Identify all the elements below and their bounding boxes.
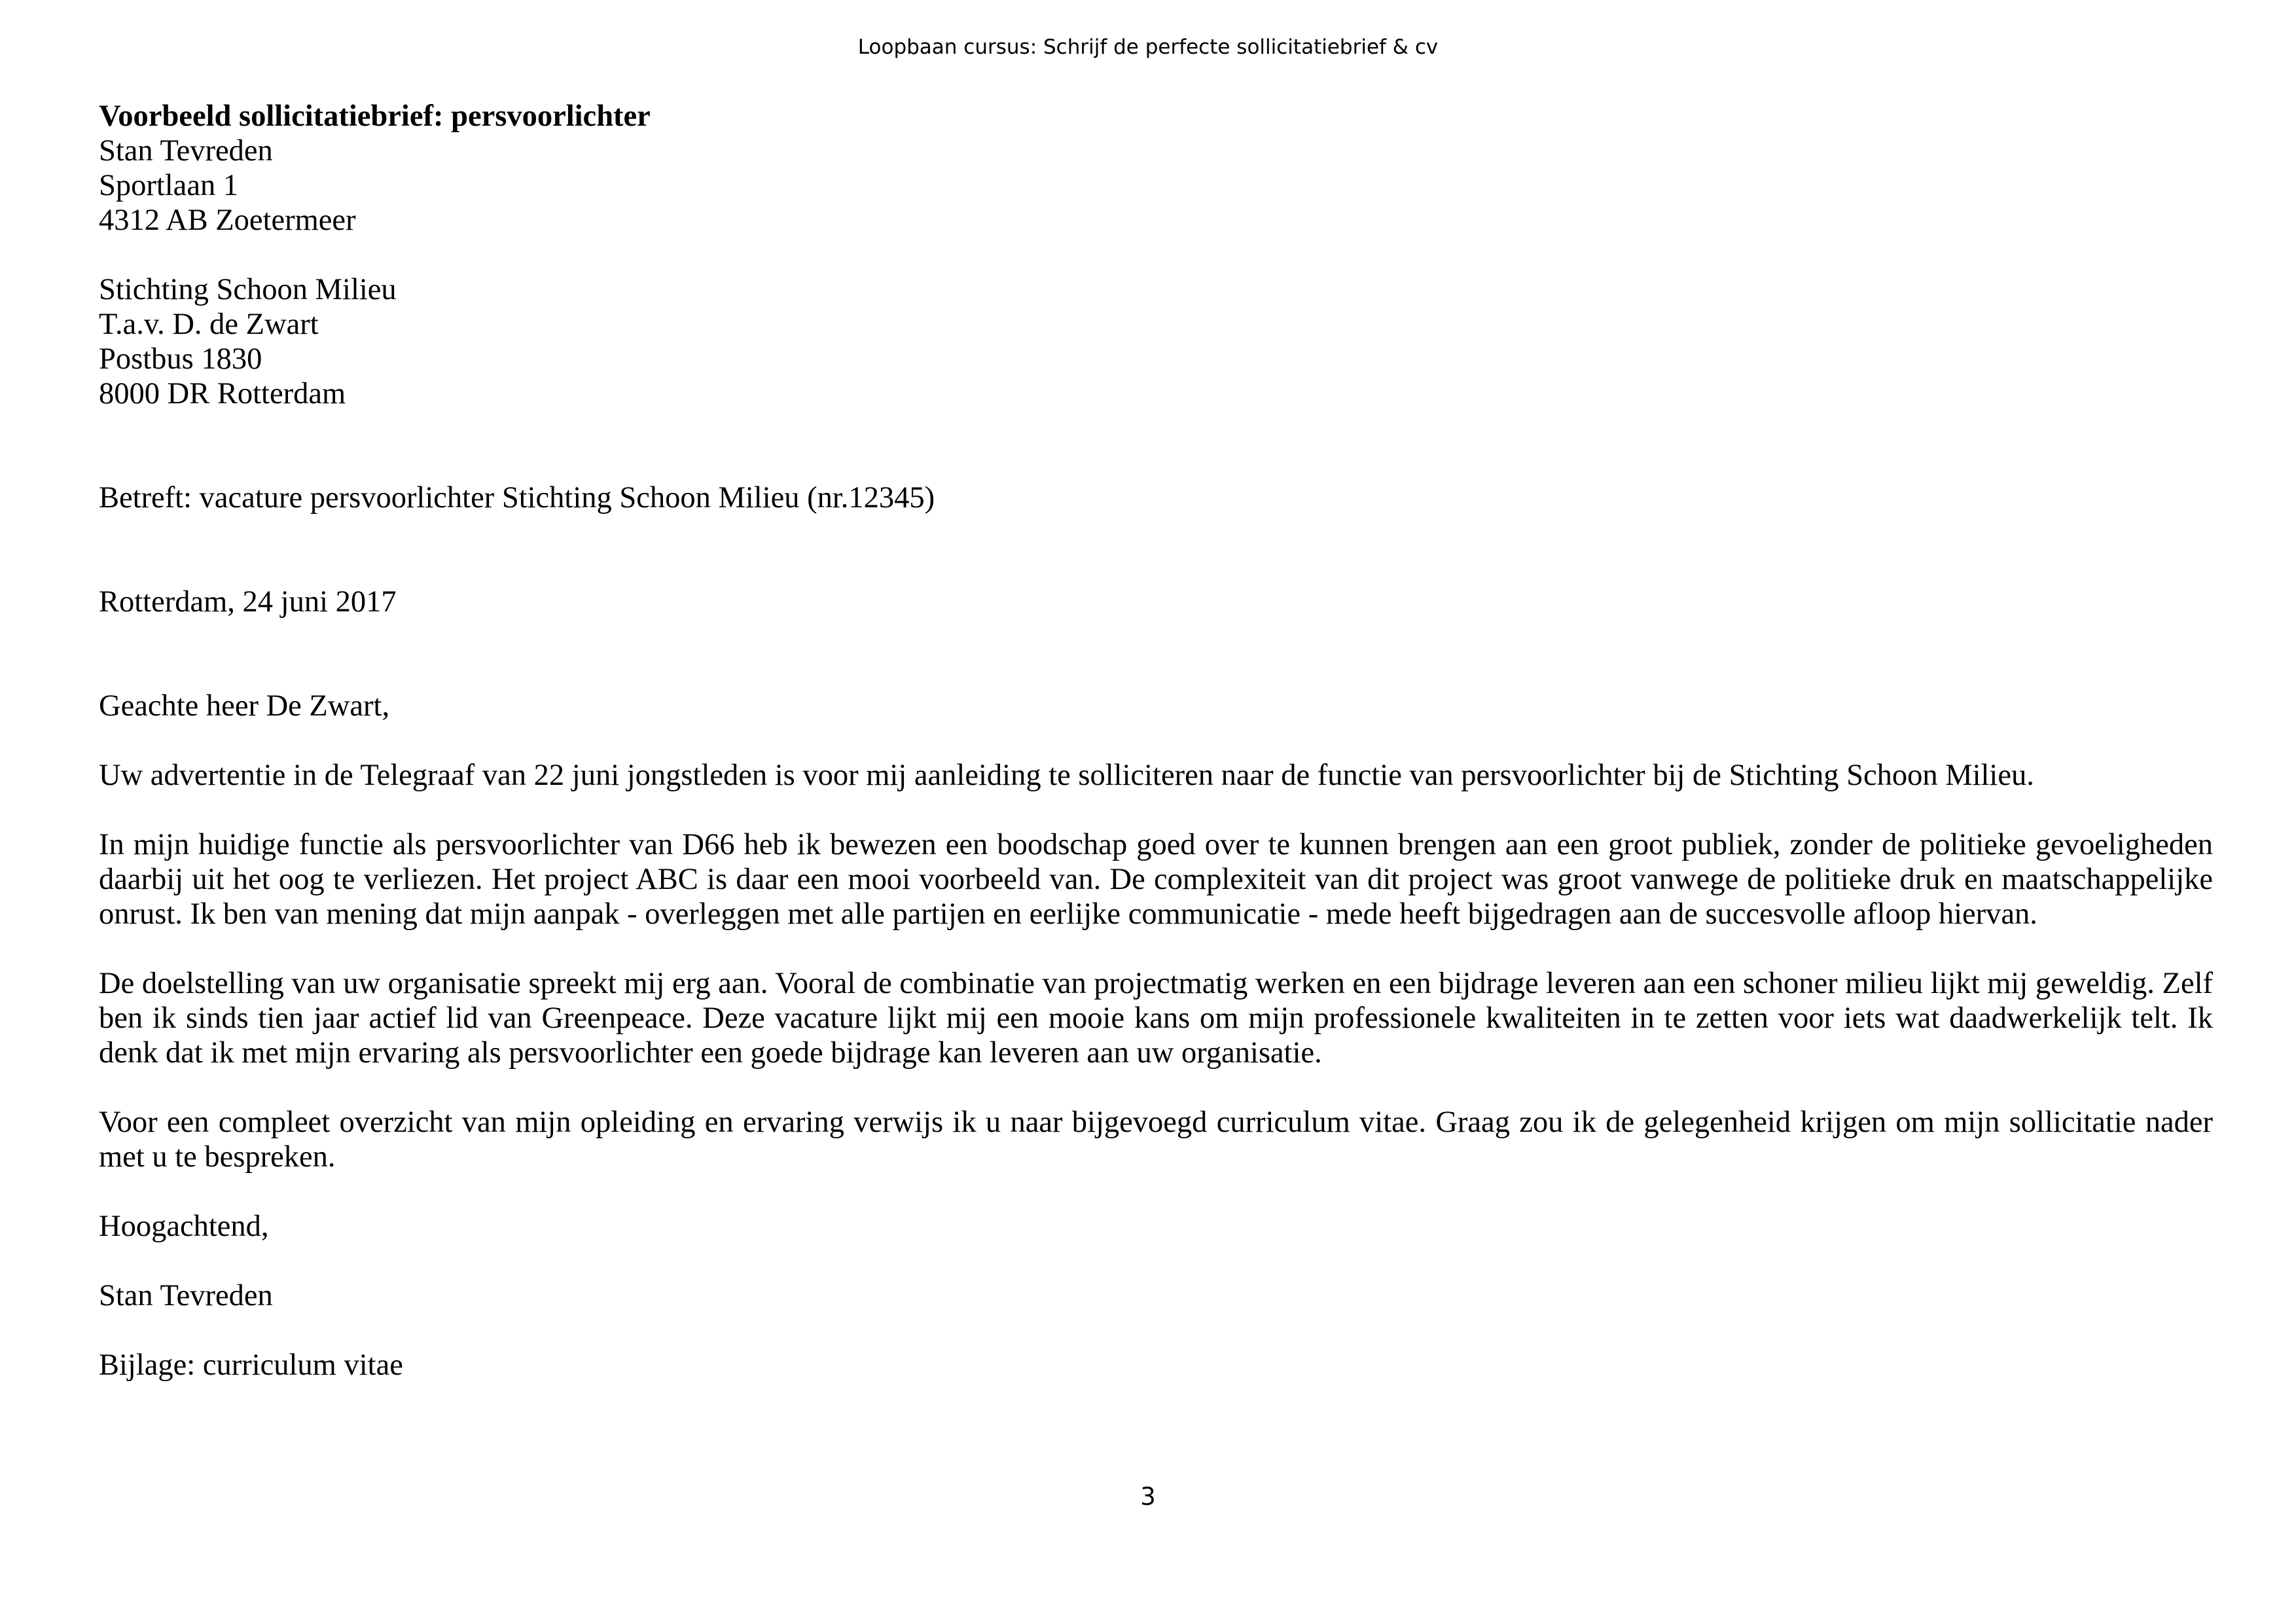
letter-body: [99, 99, 2213, 1382]
sender-postal-city: 4312 AB Zoetermeer: [99, 204, 356, 237]
recipient-attention: T.a.v. D. de Zwart: [99, 308, 319, 341]
place-date: Rotterdam, 24 juni 2017: [99, 585, 397, 619]
enclosure: Bijlage: curriculum vitae: [99, 1348, 403, 1382]
recipient-postal-city: 8000 DR Rotterdam: [99, 377, 346, 410]
spacer: [99, 1070, 2213, 1105]
body-paragraph: Uw advertentie in de Telegraaf van 22 juni jongstleden is voor mij aanleiding te solliciteren naar de functie van persvoorlichter bij de Stichting Schoon Milieu.: [99, 759, 2034, 792]
spacer: [99, 1313, 2213, 1348]
body-paragraph: In mijn huidige functie als persvoorlichter van D66 heb ik bewezen een boodschap goed over te kunnen brengen aan een groot publiek, zonder de politieke gevoeligheden daarbij uit het oog te verliezen. Het project ABC is daar een mooi voorbeeld van. De complexiteit van dit project was groot vanwege de politieke druk en maatschappelijke onrust. Ik ben van mening dat mijn aanpak - overleggen met alle partijen en eerlijke communicatie - mede heeft bijgedragen aan de succesvolle afloop hiervan.: [99, 828, 2213, 931]
letter-title: Voorbeeld sollicitatiebrief: persvoorlichter: [99, 99, 651, 133]
running-header: Loopbaan cursus: Schrijf de perfecte sollicitatiebrief & cv: [857, 35, 1439, 59]
spacer: [99, 619, 2213, 689]
spacer: [99, 515, 2213, 585]
body-paragraph: De doelstelling van uw organisatie spreekt mij erg aan. Vooral de combinatie van projectmatig werken en een bijdrage leveren aan een schoner milieu lijkt mij geweldig. Zelf ben ik sinds tien jaar actief lid van Greenpeace. Deze vacature lijkt mij een mooie kans om mijn professionele kwaliteiten in te zetten voor iets wat daadwerkelijk telt. Ik denk dat ik met mijn ervaring als persvoorlichter een goede bijdrage kan leveren aan uw organisatie.: [99, 967, 2213, 1070]
signature-name: Stan Tevreden: [99, 1279, 273, 1312]
sender-name: Stan Tevreden: [99, 134, 273, 168]
closing: Hoogachtend,: [99, 1210, 269, 1243]
sender-street: Sportlaan 1: [99, 169, 239, 202]
spacer: [99, 411, 2213, 480]
salutation: Geachte heer De Zwart,: [99, 689, 390, 723]
recipient-po-box: Postbus 1830: [99, 342, 262, 376]
page-number: 3: [1140, 1483, 1156, 1511]
spacer: [99, 931, 2213, 966]
spacer: [99, 1174, 2213, 1209]
recipient-organisation: Stichting Schoon Milieu: [99, 273, 397, 306]
spacer: [99, 1244, 2213, 1278]
spacer: [99, 238, 2213, 272]
spacer: [99, 793, 2213, 827]
spacer: [99, 723, 2213, 758]
subject-line: Betreft: vacature persvoorlichter Stichting Schoon Milieu (nr.12345): [99, 481, 935, 514]
body-paragraph: Voor een compleet overzicht van mijn opleiding en ervaring verwijs ik u naar bijgevoegd curriculum vitae. Graag zou ik de gelegenheid krijgen om mijn sollicitatie nader met u te bespreken.: [99, 1106, 2213, 1174]
